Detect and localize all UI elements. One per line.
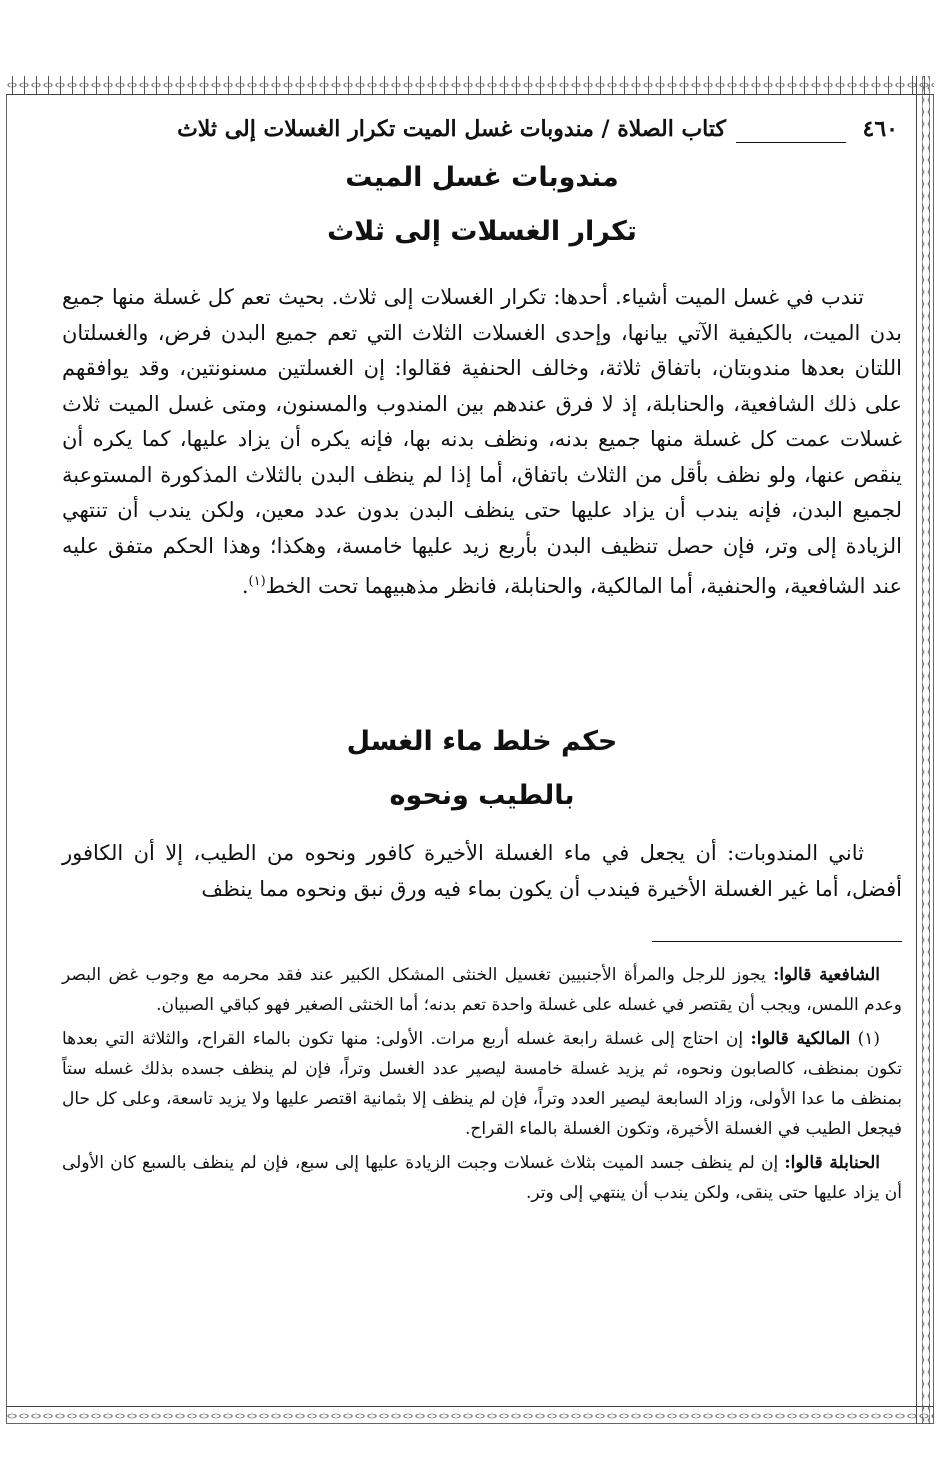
header-rule bbox=[736, 142, 846, 143]
footnote-lead: الحنابلة قالوا: bbox=[784, 1153, 880, 1173]
footnote-marker: (١) bbox=[248, 574, 266, 589]
running-title: كتاب الصلاة / مندوبات غسل الميت تكرار الغسلات إلى ثلاث bbox=[177, 116, 726, 142]
ornamental-border-top bbox=[6, 76, 934, 95]
running-header bbox=[62, 116, 902, 148]
book-page bbox=[62, 100, 902, 1400]
paragraph-text: تندب في غسل الميت أشياء. أحدها: تكرار الغسلات إلى ثلاث. بحيث تعم كل غسلة منها جميع بدن الميت، بالكيفية الآتي بيانها، وإحدى الغسلات الثلاث التي تعم جميع البدن فرض، والغسلتان اللتان بعدها مندوبتان، باتفاق ثلاثة، وخالف الحنفية فقالوا: إن الغسلتين مسنونتين، وقد يوافقهم على ذلك الشافعية، والحنابلة، إذ لا فرق عندهم بين المندوب والمسنون، ومتى غسل الميت ثلاث غسلات عمت كل غسلة منها جميع بدنه، ونظف بدنه بها، فإنه يكره أن يزاد عليها، كما يكره أن ينقص عنها، ولو نظف بأقل من الثلاث باتفاق، أما إذا لم ينظف البدن بالثلاث المذكورة المستوعبة لجميع البدن، فإنه يندب أن يزاد عليها حتى ينظف البدن بدون عدد معين، ولكن يندب أن تنتهي الزيادة إلى وتر، فإن حصل تنظيف البدن بأربع زيد عليها خامسة، وهكذا؛ وهذا الحكم متفق عليه عند الشافعية، والحنفية، أما المالكية، والحنابلة، فانظر مذهبيهما تحت الخط bbox=[62, 285, 902, 598]
paragraph bbox=[62, 280, 902, 605]
footnote-malikiya bbox=[62, 1024, 902, 1144]
footnotes bbox=[62, 960, 902, 1212]
footnote-lead: الشافعية قالوا: bbox=[773, 965, 880, 985]
paragraph-end: . bbox=[241, 574, 249, 598]
footnote-hanabila bbox=[62, 1148, 902, 1208]
ornamental-border-bottom bbox=[6, 1406, 934, 1425]
footnote-text: يجوز للرجل والمرأة الأجنبيين تغسيل الخنثى المشكل الكبير عند فقد محرمه مع وجوب غض البصر وعدم اللمس، ويجب أن يقتصر في غسله على غسلة واحدة تعم بدنه؛ أما الخنثى الصغير فهو كباقي الصبيان. bbox=[62, 965, 902, 1015]
footnote-shafiiya bbox=[62, 960, 902, 1020]
footnote-separator bbox=[652, 941, 902, 942]
page-number: ٤٦٠ bbox=[862, 116, 898, 142]
section-subtitle-2: بالطيب ونحوه bbox=[389, 780, 575, 811]
section-title-1: مندوبات غسل الميت bbox=[345, 162, 619, 193]
section-body-2 bbox=[62, 836, 902, 907]
section-subtitle-1: تكرار الغسلات إلى ثلاث bbox=[327, 216, 637, 247]
footnote-text: إن احتاج إلى غسلة رابعة غسله أربع مرات. الأولى: منها تكون بالماء القراح، والثلاثة التي بعدها تكون بمنظف، كالصابون ونحوه، ثم يزيد غسلة خامسة ليصير عدد الغسل وتراً، فإن لم ينظف جسده بذلك غسله ستاً بمنظف ما عدا الأولى، وزاد السابعة ليصير العدد وتراً، فإن لم ينظف إلا بثمانية اقتصر عليها ولا يزيد تاسعة، وعلى كل حال فيجعل الطيب في الغسلة الأخيرة، وتكون الغسلة بالماء القراح. bbox=[62, 1029, 902, 1139]
footnote-lead: المالكية قالوا: bbox=[750, 1029, 851, 1049]
footnote-text: إن لم ينظف جسد الميت بثلاث غسلات وجبت الزيادة عليها إلى سبع، فإن لم ينظف بالسبع كان الأولى أن يزاد عليها حتى ينقى، ولكن يندب أن ينتهي إلى وتر. bbox=[62, 1153, 902, 1203]
ornamental-border-right bbox=[916, 76, 935, 1424]
section-body-1 bbox=[62, 280, 902, 605]
footnote-number: (١) bbox=[857, 1029, 881, 1049]
section-title-2: حكم خلط ماء الغسل bbox=[346, 726, 618, 757]
paragraph: ثاني المندوبات: أن يجعل في ماء الغسلة الأخيرة كافور ونحوه من الطيب، إلا أن الكافور أفضل، أما غير الغسلة الأخيرة فيندب أن يكون بماء فيه ورق نبق ونحوه مما ينظف bbox=[62, 841, 902, 901]
